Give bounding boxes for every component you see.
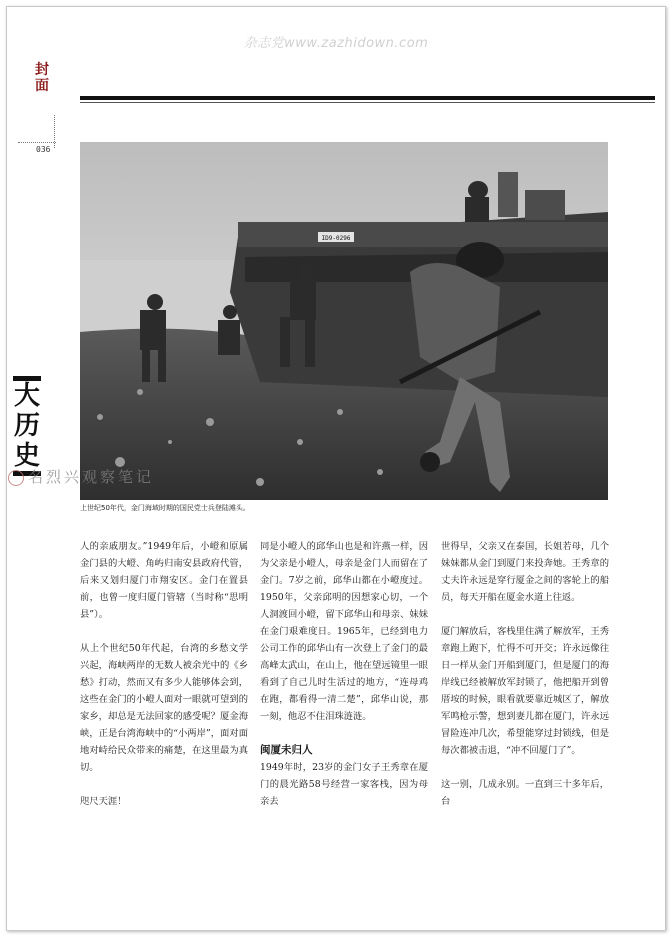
text-column-3 (441, 538, 609, 810)
column-label-char-2: 历 (13, 411, 40, 441)
column-label-char-1: 大 (13, 381, 40, 411)
page-number: 036 (36, 145, 51, 154)
stamp-text: 名烈兴观察笔记 (28, 468, 155, 486)
landing-soldiers-photo (80, 142, 608, 500)
dotted-guide-vertical (54, 115, 55, 148)
header-rule-thick (80, 96, 655, 100)
text-column-2 (260, 538, 428, 810)
paragraph: 厦门解放后，客栈里住满了解放军，王秀章跑上跑下，忙得不可开交；许永远像往日一样从金门开船到厦门，但是厦门的海岸线已经被解放军封锁了，他把船开到曾厝垵的时候，眼看就要靠近城区了，解放军鸣枪示警，想到妻儿都在厦门，许永远冒险连冲几次，希望能穿过封锁线，但是每次都被击退，“冲不回厦门了”。 (441, 626, 609, 756)
dotted-guide-horizontal (18, 142, 56, 143)
paragraph: 从上个世纪50年代起，台湾的乡愁文学兴起，海峡两岸的无数人被余光中的《乡愁》打动，然而又有多少人能够体会到，这些在金门的小嶝人面对一眼就可望到的家乡，却总是无法回家的感受呢？厦金海峡，正是台湾海峡中的“小两岸”，面对面地对峙给民众带来的痛楚，在这里最为真切。 (80, 643, 248, 773)
paragraph: 世得早，父亲又在泰国，长姐若母，几个妹妹都从金门到厦门来投奔她。王秀章的丈夫许永远是穿行厦金之间的客轮上的船员，每天开船在厦金水道上往返。 (441, 541, 609, 603)
watermark: 杂志党www.zazhidown.com (243, 36, 429, 51)
photo-caption: 上世纪50年代，金门海域时期的国民党士兵登陆滩头。 (80, 504, 250, 512)
seal-stamp (8, 466, 154, 487)
column-label-char-3: 史 (13, 441, 40, 471)
paragraph: 咫尺天涯！ (80, 796, 127, 807)
paragraph: 同是小嶝人的邱华山也是和许燕一样，因为父亲是小嶝人，母亲是金门人而留在了金门。7岁之前，邱华山都在小嶝度过。1950年，父亲邱明的因想家心切，一个人洞渡回小嶝，留下邱华山和母亲、妹妹在金门艰难度日。1965年，已经到电力公司工作的邱华山有一次登上了金门的最高峰太武山，在山上，他在望远镜里一眼看到了自己儿时生活过的地方，“连母鸡在跑，都看得一清二楚”，邱华山说，那一刻，他忍不住泪珠涟涟。 (260, 541, 428, 722)
paragraph: 人的亲戚朋友。”1949年后，小嶝和原属金门县的大嶝、角屿归南安县政府代管，后来又划归厦门市翔安区。金门在置县前，也曾一度归厦门管辖（当时称“思明县”）。 (80, 541, 248, 620)
paragraph: 1949年时，23岁的金门女子王秀章在厦门的晨光路58号经营一家客栈，因为母亲去 (260, 762, 428, 807)
column-label (13, 376, 41, 476)
subheading: 闽厦未归人 (260, 744, 313, 756)
section-label: 封面 (35, 62, 49, 94)
text-column-1 (80, 538, 248, 810)
header-rule-thin (80, 102, 655, 103)
vehicle-marking: ID9-0296 (321, 235, 351, 242)
paragraph: 这一别，几成永别。一直到三十多年后，台 (441, 779, 609, 807)
seal-circle-icon (8, 470, 24, 486)
